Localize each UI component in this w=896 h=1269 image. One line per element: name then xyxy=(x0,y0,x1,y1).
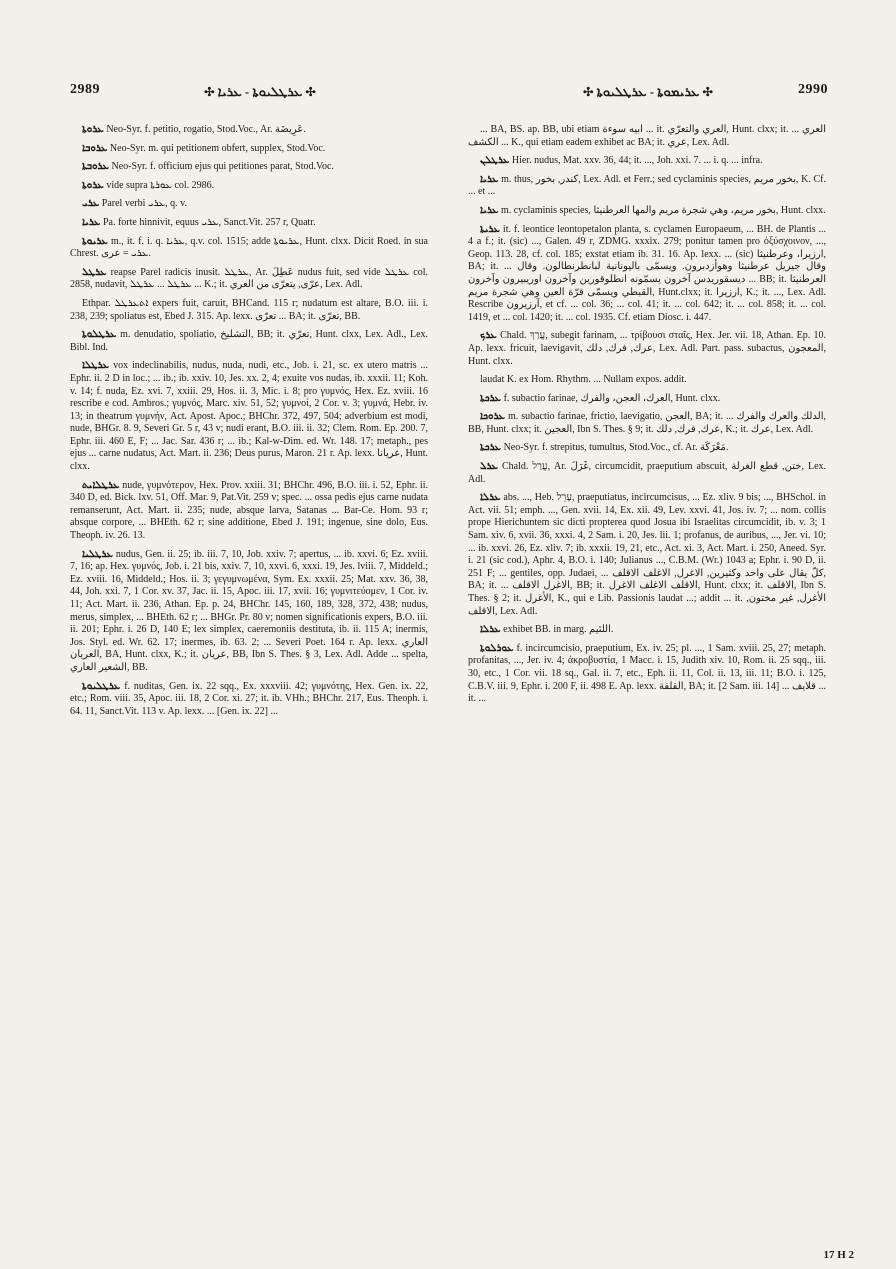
entry-text: m. denudatio, spoliatio, التشليخ, BB; it. تعرّي, Hunt. clxx, Lex. Adl., Lex. Bibl. Ind. xyxy=(70,329,428,353)
entry-text: Chald. עֲרַל, Ar. غَرَلَ, circumcidit, praeputium abscuit, ختن, قطع الغرلة, Lex. Adl. xyxy=(468,461,826,485)
entry-text: exhibet BB. in marg. اللئيم. xyxy=(503,624,614,636)
dictionary-entry xyxy=(70,236,428,261)
entry-text: Neo-Syr. f. petitio, rogatio, Stod.Voc., Ar. عَرِيضَة. xyxy=(106,124,306,135)
dictionary-entry xyxy=(70,124,428,137)
entry-lemma: ܥܘܪܠܘܬܐ xyxy=(480,642,514,654)
entry-text: Ethpar. ܐܬܥܪܛܠ expers fuit, caruit, BHCand. 115 r; nudatum est altare, B.O. iii. i. 238, 239; spoliatus est, Ebed J. 315. Ap. lexx. تعرّى ... BA; it. تعرّى, BB. xyxy=(70,297,428,322)
dictionary-entry xyxy=(70,180,428,193)
entry-text: Neo-Syr. f. strepitus, tumultus, Stod.Voc., cf. Ar. مَعْرَكَة. xyxy=(503,442,729,454)
dictionary-entry xyxy=(468,205,826,218)
entry-text: Neo-Syr. m. qui petitionem obfert, supplex, Stod.Voc. xyxy=(109,142,326,154)
entry-lemma: ܥܪܟܬܐ xyxy=(480,392,502,404)
entry-lemma: ܥܪܝܐ xyxy=(480,204,499,216)
dictionary-entry xyxy=(70,360,428,473)
right-header xyxy=(428,78,828,108)
left-running-head: ✣ ܥܪܛܠܝܘܬܐ - ܥܪܝܐ ✣ xyxy=(204,84,316,99)
dictionary-entry xyxy=(468,224,826,325)
dictionary-entry xyxy=(70,681,428,719)
dictionary-entry xyxy=(70,198,428,211)
entry-text: vox indeclinabilis, nudus, nuda, nudi, etc., Job. i. 21, sc. ex utero matris ... Ephr. ii. 2 D in loc.; ... ib.; ib. xxiv. 10, Jes. xx. 2, 4; exuite vos nudas, ib. xxxii. 11; Koh. v. 14; f. nuda, Ez. xvi. 7, xxiii. 29, Hos. ii. 3, Mic. i. 8; pro γυμνός, Hex. Ez. xviii. 16 rescribe e cod. Ambros.; γυμνός, Marc. xiv. 51, 52; γυμνοί, 2 Cor. v. 3; γυμνά, Hebr. iv. 13; in theatrum γυμνήν, Act. Apost. Apoc.; BHChr. 372, 497, 504; adverbium est modi, nude, BHGr. 8. 9, Severi Gr. 5 r, 43 v; nudi erant, B.O. iii. ii. 32; Clem. Rom. Ep. 200. 7, Ephr. iii. 460 E, F; ... Jac. Sar. 436 r; ... ib.; Kal-w-Dim. ed. Wr. 148. 17; metaph., pes ejus ... carne nudatus, Act. Mart. ii. 236; Deus purus, Maron. 21 r. Ap. lexx. عريانا, Hunt. clxx. xyxy=(70,360,428,473)
dictionary-entry xyxy=(468,374,826,387)
entry-lemma: ܥܪܟܬܐ xyxy=(480,442,502,454)
entry-text: Parel verbi ܥܪܝ, q. v. xyxy=(101,198,188,210)
entry-lemma: ܥܪܘܒܬܐ xyxy=(82,161,109,173)
dictionary-entry xyxy=(468,624,826,637)
right-page-number: 2990 xyxy=(798,82,828,97)
entry-lemma: ܥܪܠܐ xyxy=(480,492,501,504)
dictionary-entry xyxy=(70,217,428,230)
dictionary-entry xyxy=(70,267,428,292)
entry-lemma: ܥܪܠ xyxy=(480,461,498,473)
dictionary-entry xyxy=(468,643,826,706)
page-header xyxy=(70,78,828,108)
entry-text: m. subactio farinae, frictio, laevigatio, العجن, BA; it. ... الدلك والعرك والفرك, BB, Hunt. clxx; it. العجين, Ibn S. Thes. § 9; it. عرك, فرك, دلك, K.; it. عرك, Lex. Adl. xyxy=(468,411,826,435)
entry-lemma: ܥܪܝܬܐ xyxy=(480,223,501,235)
entry-text: f. nuditas, Gen. ix. 22 sqq., Ex. xxxviii. 42; γυμνότης, Hex. Gen. ix. 22, etc.; Rom. viii. 35, Apoc. iii. 18, 2 Cor. xi. 27; it. ib. VHh.; BHChr. 217, Eus. Theoph. i. 64. 11, Sanct.Vit. 113 v. Ap. lexx. ... [Gen. ix. 22] ... xyxy=(70,680,428,717)
entry-lemma: ܥܪܝ xyxy=(82,198,100,210)
entry-lemma: ܥܪܘܬܐ xyxy=(82,179,104,191)
left-page-number: 2989 xyxy=(70,82,100,97)
dictionary-entry xyxy=(468,155,826,168)
dictionary-entry xyxy=(468,393,826,406)
entry-lemma: ܥܪܝܐ xyxy=(480,173,499,185)
entry-text: f. subactio farinae, العرك، العجن، والفرك, Hunt. clxx. xyxy=(503,392,721,404)
text-columns xyxy=(70,124,828,1249)
entry-text: f. incircumcisio, praeputium, Ex. iv. 25; pl. ..., 1 Sam. xviii. 25, 27; metaph. profanitas, ..., Jer. iv. 4; ἀκροβυστία, 1 Macc. i. 15, Judith xiv. 10, Rom. ii. 25 sqq., iii. 30, etc., 1 Cor. vii. 18 sq., Gal. ii. 7, etc., Eph. ii. 11, Col. ii. 13, iii. 11; B.O. i. 125, C.B.V. iii. 9, Ephr. i. 200 F, ii. 498 E. Ap. lexx. القلفة, BA; it. [2 Sam. iii. 14] ... قلايف ... it. ... xyxy=(468,642,826,705)
entry-lemma: ܥܪܘܬܐ xyxy=(82,124,104,135)
dictionary-entry xyxy=(468,461,826,486)
dictionary-entry xyxy=(468,174,826,199)
entry-text: it. f. leontice leontopetalon planta, s. cyclamen Europaeum, ... BH. de Plantis ... 4 a f.; it. (sic) ..., Galen. 49 r, ZDMG. xxxix. 279; ponitur tamen pro ὀξύσχοινον, ..., Geop. 113. 28, cf. col. 185; exstat etiam ib. 31. 16. Ap. lexx. ... (sic) ارزيرا، وعرطنيثا, BA; it. ... وقال جيريل عرطنيثا وهوأزدبرون. ويسمّى باليونانية لبانطرنطالون. وقال ديسقوريدس آخرون يسمّونه انطلوقورين وآخرون اوريبيرون وآخرون ... BB; it. العرطنيثا القبطي ويسمّى قرّة العين وهي شجرة مريم, Hunt.clxx; it. ارزيرا, K.; it. ..., Lex. Adl. Rescribe آرزيرون, et cf. ... col. 36; ... col. 41; it. ... col. 642; it. ... col. 858; it. ... col. 1419, et ... col. 1420; it. ... col. 1935. Cf. etiam Diosc. i. 447. xyxy=(468,223,826,323)
dictionary-entry xyxy=(70,143,428,156)
entry-lemma: ܥܪܛܠܝܐ xyxy=(82,548,113,560)
dictionary-entry xyxy=(70,161,428,174)
entry-text: m., it. f. i. q. ܥܪܝܐ, q.v. col. 1515; adde ܥܪܝܘܬܐ, Hunt. clxx. Dicit Roed. in sua Chrest. ܥܪܝ = عرى. xyxy=(70,235,428,260)
dictionary-entry xyxy=(468,492,826,618)
entry-lemma: ܥܪܝܘܬܐ xyxy=(82,235,108,247)
entry-lemma: ܥܪܛܠܐ xyxy=(82,360,110,372)
entry-text: Pa. forte hinnivit, equus ܥܪܝ, Sanct.Vit. 257 r, Quatr. xyxy=(102,216,316,228)
entry-text: m. thus, كندر, بخور, Lex. Adl. et Ferr.; sed cyclaminis species, بخور مريم, K. Cf. ... et ... xyxy=(468,173,826,198)
entry-text: nudus, Gen. ii. 25; ib. iii. 7, 10, Job. xxiv. 7; apertus, ... ib. xxvi. 6; Ez. xviii. 7, 16; ap. Hex. γυμνός, Job. i. 21 bis, xxiv. 7, 10, xxvi. 6, xxxi. 19, Jes. lviii. 7, Middeld.; Ez. xviii. 16, Middeld.; Hos. ii. 3; γεγυμνωμένα, Sym. Ex. xxxii. 25; Mat. xxv. 36, 38, 44, Joh. xxi. 7, 1 Cor. xv. 37, Jac. ii. 15, Apoc. iii. 17, xvii. 16; γυμνιτεύομεν, 1 Cor. iv. 11; Act. Mart. ii. 236, Athan. Ep. p. 24, BHChr. 145, 160, 189, 328, 372, 438; nudus, merus, simplex, ... BHEth. 62 r; ... BHGr. Pr. 80 v; nomen significationis expers, B.O. iii. ii. 201; Ephr. i. 26 D, 140 E; lex simplex, caeremoniis destituta, ib. ii. 115 A; inermis, Jos. Styl. ed. Wr. 62. 17; inermes, ib. 63. 2; ... Severi Poet. 164 r. Ap. lexx. العاري العريان, BA, Hunt. clxx, K.; it. عريان, BB, Ibn S. Thes. § 3, Lex. Adl. Adde ... spelta, الشعير العاري, BB. xyxy=(70,548,428,673)
entry-text: Neo-Syr. f. officium ejus qui petitiones parat, Stod.Voc. xyxy=(111,161,334,173)
right-column xyxy=(468,124,826,1249)
dictionary-entry xyxy=(468,411,826,436)
entry-text: reapse Parel radicis inusit. ܥܪܛܠ, Ar. عَطِلَ nudus fuit, sed vide ܥܪܛܠ col. 2858, nudavit, ܥܪܛܠ ... ܥܪܛܠ ... K.; it. عرّى, يتعرّى من العري, Lex. Adl. xyxy=(70,266,428,291)
entry-text: laudat K. ex Hom. Rhythm. ... Nullam expos. addit. xyxy=(480,374,687,386)
left-column xyxy=(70,124,428,1249)
entry-text: m. cyclaminis species, بخور مريم، وهي شجرة مريم والمها العرطنيثا, Hunt. clxx. xyxy=(500,204,826,216)
dictionary-entry xyxy=(468,124,826,149)
entry-lemma: ܥܪܛܠܐܝܬ xyxy=(82,479,120,491)
entry-text: vide supra ܥܘܪܬܐ col. 2986. xyxy=(106,179,215,191)
left-header xyxy=(70,78,470,108)
entry-lemma: ܥܪܝܐ xyxy=(82,216,101,228)
entry-text: nude, γυμνότερον, Hex. Prov. xxiii. 31; BHChr. 496, B.O. iii. i. 52, Ephr. ii. 340 D, ed. Bick. lxv. 51, Off. Mar. 9, Pat.Vit. 259 v; spec. ... ossa pedis ejus carne nudata remanserunt, Act. Mart. ii. 235; nude, absque larva, Satanas ... Bar-Ce. Hom. 93 r; absque corpore, ... BHEth. 62 r; sine additione, Ebed J. 191; ingenue, sine dolo, Eus. Theoph. iv. 26. 13. xyxy=(70,479,428,542)
dictionary-entry xyxy=(70,329,428,354)
entry-lemma: ܥܪܠܐ xyxy=(480,624,501,636)
entry-text: Hier. nudus, Mat. xxv. 36, 44; it. ..., Joh. xxi. 7. ... i. q. ... infra. xyxy=(511,155,763,167)
dictionary-entry xyxy=(70,549,428,675)
signature-mark: 17 H 2 xyxy=(823,1249,854,1261)
entry-lemma: ܥܪܛܠܢ xyxy=(480,155,510,167)
entry-lemma: ܥܪܟ xyxy=(480,330,497,342)
entry-text: Chald. עֲרַךְ, subegit farinam, ... τρίβουσι σταῖς, Hex. Jer. vii. 18, Athan. Ep. 10. Ap. lexx. fricuit, laevigavit, عرك, فرك, دلك, Lex. Adl. Part. pass. subactus, المعجون, Hunt. clxx. xyxy=(468,330,826,367)
entry-text: abs. ..., Heb. עָרֵל, praeputiatus, incircumcisus, ... Ez. xliv. 9 bis; ..., BHSchol. in Act. vii. 51; emph. ..., Gen. xvii. 14, Ex. xii. 49, Lev. xxvi. 41, Jos. iv. 7; ... nom. collis prope Hierichuntem sic dicti propterea quod Josua ibi Israelitas circumcidit, ib. v. 3; 1 Sam. xiv. 6, xvii. 36, xxxi. 4, 2 Sam. i. 20, Jes. lii. 1; profanus, de auribus, ..., Jer. vi. 10; ... ib. xxvi. 26, Ez. xliv. 7; ib. xxxii. 19, 21, etc., Act. xi. 3, Act. Mart. i. 250, Aneed. Syr. i. 21 (sic cod.), Aphr. 4, B.O. i. 140; Julianus ..., C.B.M. (Wr.) 1043 a; Ephr. i. 90 D, ii. 251 F; ... gentiles, opp. Judaei, ... كلّ يقال على واحد وكثيرين, الاغرل, الاغلف الاقلف, BA; it. ... الاغرل الاقلف, BB; it. الاقلف الاغلف الاغرل, Hunt. clxx; it. الاقلف, Ibn S. Thes. § 2; it. الأغرل, K., qui e Lib. Passionis laudat ...; addit ... it. الأغرل, غير مختون, الاقلف, Lex. Adl. xyxy=(468,492,826,617)
right-running-head: ✣ ܥܪܝܡܘܬܐ - ܥܪܛܠܝܘܬܐ ✣ xyxy=(583,84,713,99)
entry-lemma: ܥܪܘܒܐ xyxy=(82,142,108,154)
entry-lemma: ܥܪܘܟܐ xyxy=(480,411,506,423)
dictionary-entry xyxy=(70,480,428,543)
entry-lemma: ܥܪܛܠܝܘܬܐ xyxy=(82,680,121,692)
dictionary-entry xyxy=(468,330,826,368)
entry-text: ... BA, BS. ap. BB, ubi etiam أبيه سوءة ... it. العري والتعرّي, Hunt. clxx; it. ... العري الكشف ... K., qui etiam eadem exhibet ac BA; it. عري, Lex. Adl. xyxy=(468,124,826,148)
dictionary-entry xyxy=(468,442,826,455)
dictionary-entry xyxy=(70,298,428,323)
entry-lemma: ܥܪܛܠ xyxy=(82,266,107,278)
entry-lemma: ܥܪܛܠܘܬܐ xyxy=(82,329,117,341)
